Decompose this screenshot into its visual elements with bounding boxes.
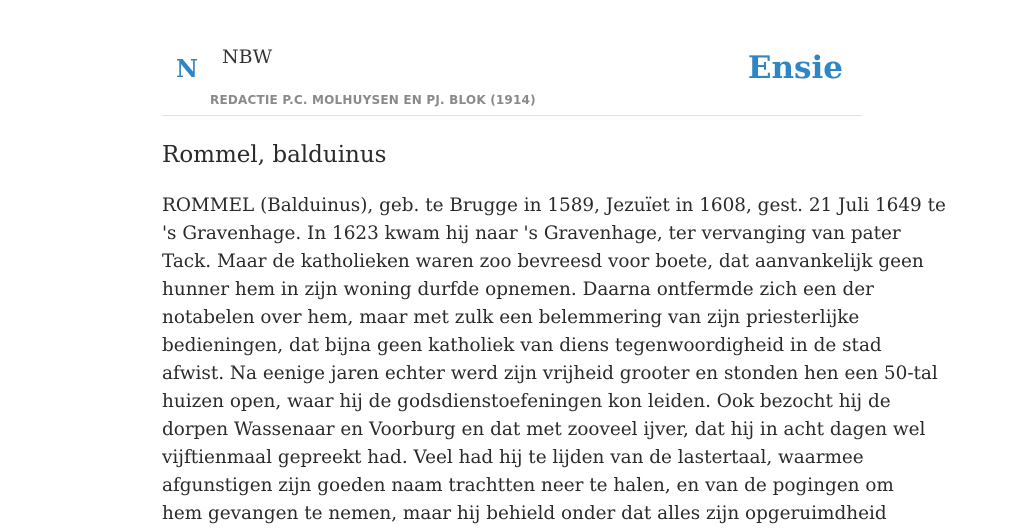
article-line: 's Gravenhage. In 1623 kwam hij naar 's Gravenhage, ter vervanging van pater: [162, 223, 901, 244]
article-line: hem gevangen te nemen, maar hij behield onder dat alles zijn opgeruimdheid: [162, 503, 887, 524]
article-line: dorpen Wassenaar en Voorburg en dat met zooveel ijver, dat hij in acht dagen wel: [162, 419, 926, 440]
source-logo-letter: N: [176, 54, 198, 83]
article-line: Tack. Maar de katholieken waren zoo bevreesd voor boete, dat aanvankelijk geen: [162, 251, 924, 272]
article-body: [162, 192, 946, 528]
article-line: ROMMEL (Balduinus), geb. te Brugge in 1589, Jezuïet in 1608, gest. 21 Juli 1649 te: [162, 195, 946, 216]
article-line: afwist. Na eenige jaren echter werd zijn vrijheid grooter en stonden hen een 50-tal: [162, 363, 938, 384]
ensie-logo-link[interactable]: Ensie: [747, 50, 843, 86]
article-line: notabelen over hem, maar met zulk een belemmering van zijn priesterlijke: [162, 307, 860, 328]
article-line: bedieningen, dat bijna geen katholiek van diens tegenwoordigheid in de stad: [162, 335, 882, 356]
article-line: huizen open, waar hij de godsdienstoefeningen kon leiden. Ook bezocht hij de: [162, 391, 891, 412]
article-line: hunner hem in zijn woning durfde opnemen. Daarna ontfermde zich een der: [162, 279, 874, 300]
article-line: vijftienmaal gepreekt had. Veel had hij te lijden van de lastertaal, waarmee: [162, 447, 864, 468]
article-title: Rommel, balduinus: [162, 142, 387, 168]
page: [162, 0, 946, 524]
article-line: afgunstigen zijn goeden naam trachtten neer te halen, en van de pogingen om: [162, 475, 894, 496]
source-title[interactable]: NBW: [222, 46, 273, 68]
source-header: [162, 0, 862, 116]
source-subtitle: REDACTIE P.C. MOLHUYSEN EN PJ. BLOK (1914): [210, 93, 536, 107]
